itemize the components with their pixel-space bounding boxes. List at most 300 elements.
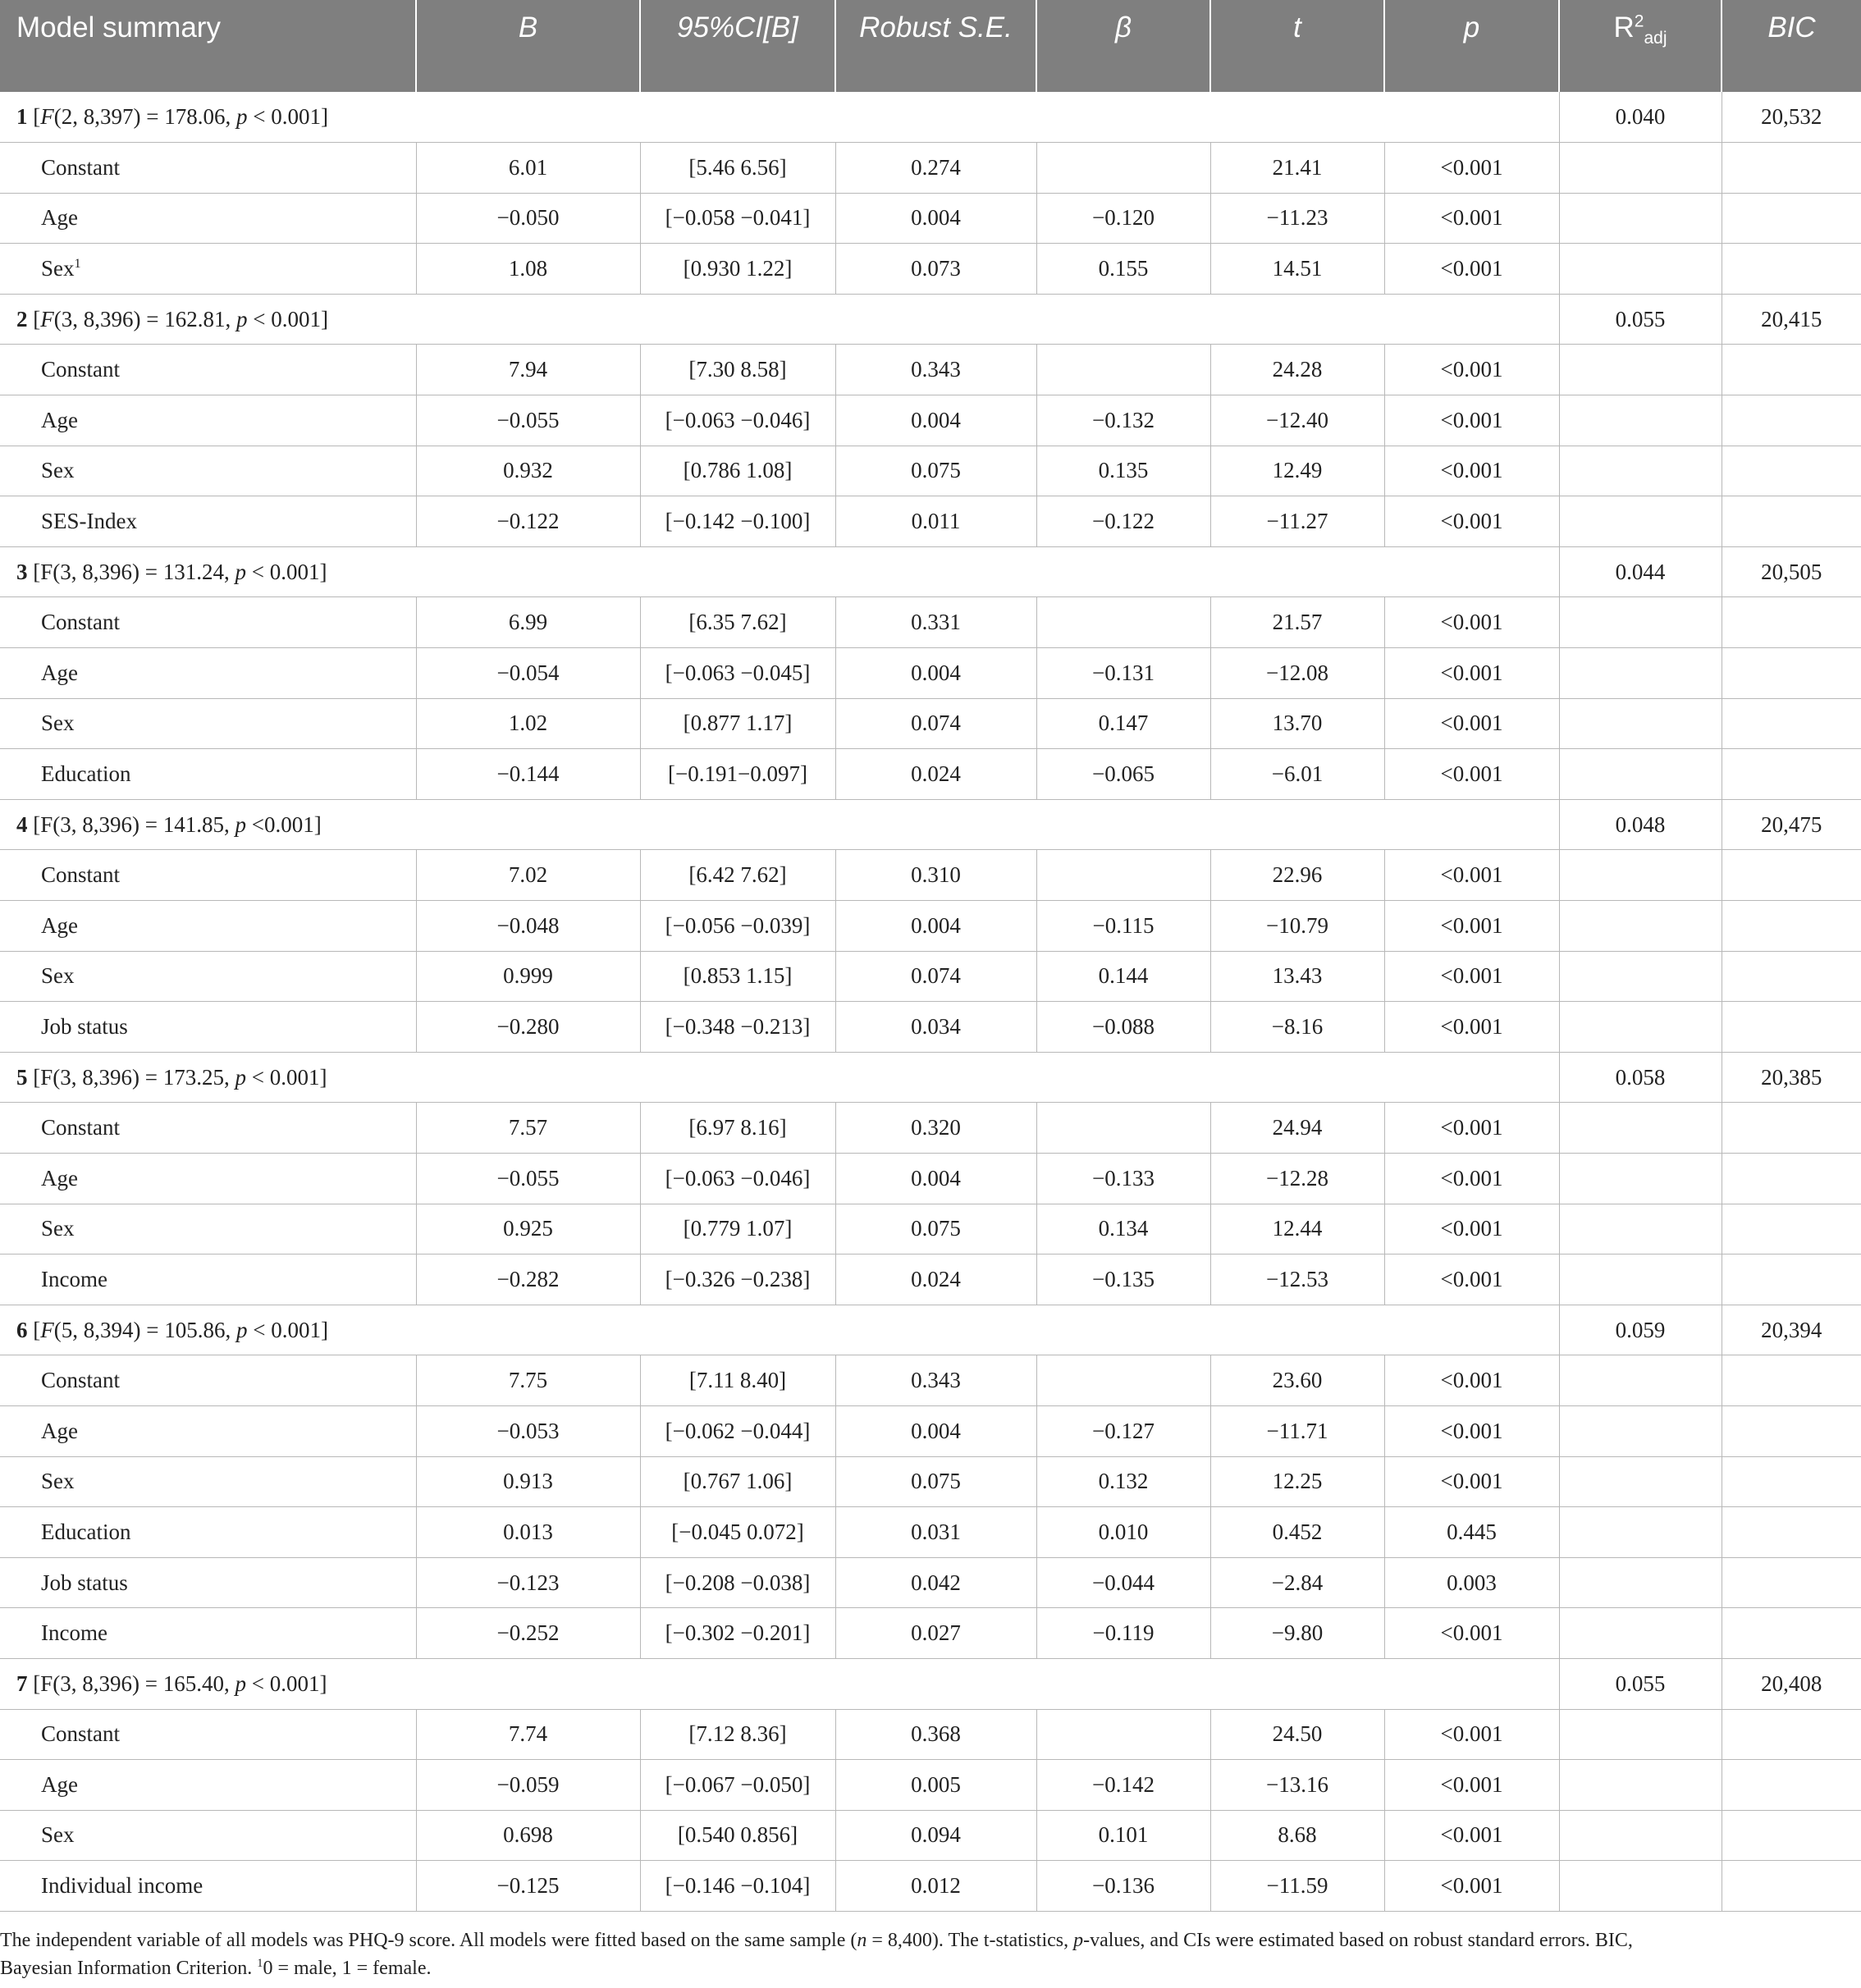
model-stat-post: < 0.001]: [247, 1317, 328, 1342]
predictor-cell: [0, 698, 416, 749]
cell-ci: [−0.326 −0.238]: [640, 1254, 835, 1305]
cell-b: −0.252: [416, 1608, 640, 1659]
cell-se: 0.004: [835, 193, 1036, 244]
cell-b: −0.050: [416, 193, 640, 244]
table-row: [0, 1709, 1861, 1760]
predictor-cell: [0, 143, 416, 194]
model-stat-pre: [F(3, 8,396) = 131.24,: [33, 559, 235, 584]
cell-t: −11.59: [1210, 1861, 1384, 1912]
table-row: [0, 597, 1861, 648]
cell-p: <0.001: [1384, 1204, 1559, 1254]
cell-beta: −0.131: [1036, 648, 1210, 699]
predictor-cell: [0, 749, 416, 800]
model-number: 4: [16, 811, 28, 837]
cell-ci: [6.35 7.62]: [640, 597, 835, 648]
cell-t: 8.68: [1210, 1810, 1384, 1861]
predictor-cell: [0, 1002, 416, 1053]
table-row: [0, 1608, 1861, 1659]
cell-t: 12.25: [1210, 1456, 1384, 1507]
predictor-label: Constant: [41, 862, 121, 888]
cell-beta: 0.010: [1036, 1507, 1210, 1558]
predictor-cell: [0, 1254, 416, 1305]
model-stat-post: <0.001]: [245, 811, 322, 837]
cell-b: 7.74: [416, 1709, 640, 1760]
cell-bic-empty: [1722, 648, 1861, 699]
table-row: [0, 1861, 1861, 1912]
cell-beta: 0.134: [1036, 1204, 1210, 1254]
cell-se: 0.320: [835, 1103, 1036, 1154]
predictor-cell: [0, 446, 416, 496]
cell-r2adj-empty: [1559, 1405, 1722, 1456]
predictor-label: Age: [41, 660, 78, 685]
predictor-cell: [0, 395, 416, 446]
model-summary-cell: [0, 546, 1559, 597]
predictor-label: Age: [41, 912, 78, 938]
model-summary-cell: [0, 1052, 1559, 1103]
cell-b: −0.125: [416, 1861, 640, 1912]
cell-se: 0.004: [835, 1153, 1036, 1204]
predictor-cell: [0, 597, 416, 648]
model-stat-pre: [: [33, 1317, 41, 1342]
table-row: [0, 749, 1861, 800]
cell-t: 21.57: [1210, 597, 1384, 648]
cell-ci: [−0.191−0.097]: [640, 749, 835, 800]
table-row: [0, 901, 1861, 952]
model-bic: 20,408: [1722, 1658, 1861, 1709]
footnote-p: p: [1073, 1930, 1084, 1951]
cell-p: 0.003: [1384, 1557, 1559, 1608]
predictor-label: Constant: [41, 154, 121, 180]
cell-t: 0.452: [1210, 1507, 1384, 1558]
model-stat-post: < 0.001]: [245, 559, 327, 584]
cell-t: 14.51: [1210, 244, 1384, 295]
cell-r2adj-empty: [1559, 1456, 1722, 1507]
table-row: [0, 850, 1861, 901]
predictor-cell: [0, 1204, 416, 1254]
predictor-cell: [0, 850, 416, 901]
cell-p: 0.445: [1384, 1507, 1559, 1558]
model-stat-mid: (5, 8,394) = 105.86,: [53, 1317, 236, 1342]
cell-ci: [−0.348 −0.213]: [640, 1002, 835, 1053]
header-p: p: [1384, 0, 1559, 92]
cell-b: 0.913: [416, 1456, 640, 1507]
model-header-row: [0, 799, 1861, 850]
cell-r2adj-empty: [1559, 1557, 1722, 1608]
cell-se: 0.274: [835, 143, 1036, 194]
predictor-label: Sex: [41, 1216, 75, 1241]
cell-r2adj-empty: [1559, 698, 1722, 749]
model-header-row: [0, 1052, 1861, 1103]
cell-ci: [0.853 1.15]: [640, 951, 835, 1002]
predictor-cell: [0, 345, 416, 395]
cell-t: 12.44: [1210, 1204, 1384, 1254]
cell-b: 1.02: [416, 698, 640, 749]
cell-ci: [7.12 8.36]: [640, 1709, 835, 1760]
model-stat-p: p: [235, 1670, 246, 1696]
cell-r2adj-empty: [1559, 1103, 1722, 1154]
predictor-cell: [0, 244, 416, 295]
predictor-cell: [0, 1405, 416, 1456]
cell-p: <0.001: [1384, 395, 1559, 446]
cell-beta: [1036, 1103, 1210, 1154]
cell-bic-empty: [1722, 1103, 1861, 1154]
cell-p: <0.001: [1384, 244, 1559, 295]
model-number: 1: [16, 104, 28, 130]
model-header-row: [0, 294, 1861, 345]
cell-b: −0.059: [416, 1760, 640, 1811]
cell-ci: [0.779 1.07]: [640, 1204, 835, 1254]
cell-r2adj-empty: [1559, 648, 1722, 699]
model-stat-post: < 0.001]: [247, 306, 328, 331]
cell-ci: [−0.058 −0.041]: [640, 193, 835, 244]
cell-t: −11.27: [1210, 496, 1384, 547]
cell-p: <0.001: [1384, 496, 1559, 547]
predictor-label: Constant: [41, 1115, 121, 1140]
cell-se: 0.042: [835, 1557, 1036, 1608]
predictor-label: Sex: [41, 1822, 75, 1848]
cell-beta: −0.115: [1036, 901, 1210, 952]
model-number: 6: [16, 1317, 28, 1342]
table-row: [0, 1355, 1861, 1406]
model-stat-pre: [F(3, 8,396) = 173.25,: [33, 1064, 235, 1090]
cell-ci: [7.30 8.58]: [640, 345, 835, 395]
cell-ci: [5.46 6.56]: [640, 143, 835, 194]
model-r2adj: 0.040: [1559, 92, 1722, 143]
cell-t: −8.16: [1210, 1002, 1384, 1053]
cell-r2adj-empty: [1559, 850, 1722, 901]
cell-beta: −0.133: [1036, 1153, 1210, 1204]
model-summary-cell: [0, 1658, 1559, 1709]
model-summary-cell: [0, 92, 1559, 143]
cell-t: −9.80: [1210, 1608, 1384, 1659]
cell-p: <0.001: [1384, 901, 1559, 952]
table-row: [0, 345, 1861, 395]
predictor-label: Sex: [41, 256, 75, 281]
cell-beta: −0.120: [1036, 193, 1210, 244]
cell-ci: [−0.063 −0.045]: [640, 648, 835, 699]
cell-beta: −0.119: [1036, 1608, 1210, 1659]
cell-ci: [0.877 1.17]: [640, 698, 835, 749]
table-row: [0, 1002, 1861, 1053]
cell-ci: [−0.208 −0.038]: [640, 1557, 835, 1608]
cell-p: <0.001: [1384, 749, 1559, 800]
model-stat-pre: [F(3, 8,396) = 141.85,: [33, 811, 235, 837]
cell-t: 13.70: [1210, 698, 1384, 749]
cell-b: −0.054: [416, 648, 640, 699]
predictor-label: Job status: [41, 1013, 128, 1039]
cell-p: <0.001: [1384, 648, 1559, 699]
table-row: [0, 1507, 1861, 1558]
predictor-label: Education: [41, 761, 131, 787]
cell-t: −10.79: [1210, 901, 1384, 952]
cell-r2adj-empty: [1559, 1507, 1722, 1558]
cell-p: <0.001: [1384, 1002, 1559, 1053]
header-r2-sup: 2: [1634, 11, 1644, 31]
cell-bic-empty: [1722, 345, 1861, 395]
cell-bic-empty: [1722, 1760, 1861, 1811]
cell-r2adj-empty: [1559, 749, 1722, 800]
cell-ci: [−0.063 −0.046]: [640, 1153, 835, 1204]
cell-b: 0.932: [416, 446, 640, 496]
cell-beta: [1036, 1355, 1210, 1406]
cell-p: <0.001: [1384, 1456, 1559, 1507]
cell-r2adj-empty: [1559, 951, 1722, 1002]
cell-beta: [1036, 850, 1210, 901]
model-bic: 20,385: [1722, 1052, 1861, 1103]
cell-r2adj-empty: [1559, 1254, 1722, 1305]
header-r2adj: [1559, 0, 1722, 92]
cell-b: −0.144: [416, 749, 640, 800]
cell-t: −12.40: [1210, 395, 1384, 446]
predictor-label: Age: [41, 1165, 78, 1191]
model-stat-f: F: [40, 104, 54, 130]
cell-se: 0.024: [835, 749, 1036, 800]
cell-r2adj-empty: [1559, 1002, 1722, 1053]
cell-bic-empty: [1722, 1861, 1861, 1912]
cell-bic-empty: [1722, 951, 1861, 1002]
cell-p: <0.001: [1384, 850, 1559, 901]
predictor-label: Age: [41, 1418, 78, 1443]
cell-r2adj-empty: [1559, 446, 1722, 496]
cell-ci: [−0.062 −0.044]: [640, 1405, 835, 1456]
cell-t: 24.28: [1210, 345, 1384, 395]
cell-t: −12.53: [1210, 1254, 1384, 1305]
cell-se: 0.343: [835, 345, 1036, 395]
cell-bic-empty: [1722, 395, 1861, 446]
cell-r2adj-empty: [1559, 1861, 1722, 1912]
table-row: [0, 1254, 1861, 1305]
cell-r2adj-empty: [1559, 1153, 1722, 1204]
cell-beta: −0.044: [1036, 1557, 1210, 1608]
header-b: B: [416, 0, 640, 92]
cell-p: <0.001: [1384, 951, 1559, 1002]
cell-ci: [−0.142 −0.100]: [640, 496, 835, 547]
predictor-label: Constant: [41, 1368, 121, 1393]
table-row: [0, 193, 1861, 244]
cell-ci: [−0.067 −0.050]: [640, 1760, 835, 1811]
header-r2-label: R: [1613, 11, 1635, 43]
cell-se: 0.073: [835, 244, 1036, 295]
cell-ci: [0.786 1.08]: [640, 446, 835, 496]
cell-r2adj-empty: [1559, 1760, 1722, 1811]
model-r2adj: 0.055: [1559, 1658, 1722, 1709]
cell-t: 24.94: [1210, 1103, 1384, 1154]
table-footnote: [0, 1926, 1690, 1982]
cell-ci: [7.11 8.40]: [640, 1355, 835, 1406]
cell-se: 0.004: [835, 395, 1036, 446]
cell-se: 0.074: [835, 951, 1036, 1002]
cell-b: −0.053: [416, 1405, 640, 1456]
table-row: [0, 143, 1861, 194]
cell-ci: [0.930 1.22]: [640, 244, 835, 295]
predictor-cell: [0, 1861, 416, 1912]
table-row: [0, 1810, 1861, 1861]
cell-beta: 0.144: [1036, 951, 1210, 1002]
predictor-cell: [0, 1709, 416, 1760]
cell-beta: −0.122: [1036, 496, 1210, 547]
cell-p: <0.001: [1384, 1810, 1559, 1861]
cell-beta: 0.132: [1036, 1456, 1210, 1507]
cell-bic-empty: [1722, 597, 1861, 648]
cell-p: <0.001: [1384, 193, 1559, 244]
cell-t: 24.50: [1210, 1709, 1384, 1760]
footnote-part2: = 8,400). The t-statistics,: [866, 1930, 1074, 1951]
model-number: 3: [16, 559, 28, 584]
cell-t: 13.43: [1210, 951, 1384, 1002]
cell-ci: [−0.146 −0.104]: [640, 1861, 835, 1912]
cell-se: 0.075: [835, 1456, 1036, 1507]
cell-se: 0.027: [835, 1608, 1036, 1659]
predictor-label: Sex: [41, 1469, 75, 1494]
model-bic: 20,415: [1722, 294, 1861, 345]
table-row: [0, 1103, 1861, 1154]
cell-p: <0.001: [1384, 1709, 1559, 1760]
cell-ci: [−0.302 −0.201]: [640, 1608, 835, 1659]
model-r2adj: 0.055: [1559, 294, 1722, 345]
cell-t: 21.41: [1210, 143, 1384, 194]
cell-p: <0.001: [1384, 345, 1559, 395]
model-bic: 20,475: [1722, 799, 1861, 850]
cell-b: −0.282: [416, 1254, 640, 1305]
cell-b: 7.02: [416, 850, 640, 901]
footnote-part1: The independent variable of all models was PHQ-9 score. All models were fitted based on the same sample (: [0, 1930, 857, 1951]
predictor-label: Sex: [41, 963, 75, 989]
predictor-label: Job status: [41, 1570, 128, 1595]
cell-b: 0.999: [416, 951, 640, 1002]
cell-se: 0.343: [835, 1355, 1036, 1406]
cell-se: 0.310: [835, 850, 1036, 901]
table-row: [0, 395, 1861, 446]
model-stat-f: F: [40, 306, 54, 331]
cell-beta: [1036, 345, 1210, 395]
cell-beta: 0.101: [1036, 1810, 1210, 1861]
cell-ci: [6.42 7.62]: [640, 850, 835, 901]
table-row: [0, 1760, 1861, 1811]
cell-beta: [1036, 143, 1210, 194]
cell-bic-empty: [1722, 1608, 1861, 1659]
header-t: t: [1210, 0, 1384, 92]
table-row: [0, 1405, 1861, 1456]
cell-beta: −0.127: [1036, 1405, 1210, 1456]
cell-r2adj-empty: [1559, 143, 1722, 194]
predictor-label: Constant: [41, 357, 121, 382]
cell-bic-empty: [1722, 901, 1861, 952]
model-stat-pre: [: [33, 104, 41, 130]
cell-t: −11.23: [1210, 193, 1384, 244]
cell-se: 0.075: [835, 1204, 1036, 1254]
model-stat-p: p: [235, 104, 248, 130]
cell-bic-empty: [1722, 143, 1861, 194]
table-row: [0, 1456, 1861, 1507]
cell-bic-empty: [1722, 1456, 1861, 1507]
model-number: 2: [16, 306, 28, 331]
cell-se: 0.024: [835, 1254, 1036, 1305]
cell-r2adj-empty: [1559, 1709, 1722, 1760]
cell-r2adj-empty: [1559, 1608, 1722, 1659]
table-row: [0, 1557, 1861, 1608]
model-summary-cell: [0, 799, 1559, 850]
cell-se: 0.074: [835, 698, 1036, 749]
cell-t: −13.16: [1210, 1760, 1384, 1811]
cell-bic-empty: [1722, 1810, 1861, 1861]
model-summary-cell: [0, 1305, 1559, 1355]
cell-t: 23.60: [1210, 1355, 1384, 1406]
cell-p: <0.001: [1384, 1405, 1559, 1456]
cell-ci: [−0.045 0.072]: [640, 1507, 835, 1558]
cell-beta: 0.155: [1036, 244, 1210, 295]
table-row: [0, 244, 1861, 295]
cell-beta: −0.136: [1036, 1861, 1210, 1912]
cell-beta: −0.132: [1036, 395, 1210, 446]
cell-beta: −0.088: [1036, 1002, 1210, 1053]
cell-p: <0.001: [1384, 446, 1559, 496]
cell-se: 0.005: [835, 1760, 1036, 1811]
model-stat-p: p: [235, 559, 246, 584]
predictor-label: Constant: [41, 610, 121, 635]
predictor-cell: [0, 648, 416, 699]
model-stat-post: < 0.001]: [245, 1670, 327, 1696]
cell-r2adj-empty: [1559, 345, 1722, 395]
model-stat-pre: [: [33, 306, 41, 331]
cell-p: <0.001: [1384, 1861, 1559, 1912]
model-header-row: [0, 1658, 1861, 1709]
cell-p: <0.001: [1384, 1254, 1559, 1305]
cell-bic-empty: [1722, 1557, 1861, 1608]
model-stat-p: p: [235, 306, 248, 331]
cell-r2adj-empty: [1559, 395, 1722, 446]
model-stat-post: < 0.001]: [247, 104, 328, 130]
table-row: [0, 1153, 1861, 1204]
cell-r2adj-empty: [1559, 244, 1722, 295]
cell-b: 7.94: [416, 345, 640, 395]
cell-bic-empty: [1722, 496, 1861, 547]
cell-bic-empty: [1722, 1254, 1861, 1305]
cell-bic-empty: [1722, 1507, 1861, 1558]
model-stat-f: F: [40, 1317, 54, 1342]
predictor-label: Age: [41, 1771, 78, 1797]
predictor-label: Individual income: [41, 1873, 203, 1899]
predictor-label: Age: [41, 407, 78, 432]
cell-beta: 0.135: [1036, 446, 1210, 496]
predictor-cell: [0, 1608, 416, 1659]
cell-p: <0.001: [1384, 143, 1559, 194]
table-row: [0, 698, 1861, 749]
cell-se: 0.004: [835, 901, 1036, 952]
table-row: [0, 1204, 1861, 1254]
model-stat-pre: [F(3, 8,396) = 165.40,: [33, 1670, 235, 1696]
cell-bic-empty: [1722, 850, 1861, 901]
model-r2adj: 0.058: [1559, 1052, 1722, 1103]
header-bic: BIC: [1722, 0, 1861, 92]
cell-b: −0.123: [416, 1557, 640, 1608]
cell-t: −11.71: [1210, 1405, 1384, 1456]
header-ci: 95%CI[B]: [640, 0, 835, 92]
predictor-cell: [0, 1103, 416, 1154]
cell-se: 0.034: [835, 1002, 1036, 1053]
cell-r2adj-empty: [1559, 496, 1722, 547]
cell-se: 0.012: [835, 1861, 1036, 1912]
table-body: [0, 92, 1861, 1911]
model-number: 5: [16, 1064, 28, 1090]
table-row: [0, 496, 1861, 547]
cell-b: 0.013: [416, 1507, 640, 1558]
predictor-cell: [0, 193, 416, 244]
predictor-label: Education: [41, 1519, 131, 1544]
cell-t: 12.49: [1210, 446, 1384, 496]
cell-ci: [0.540 0.856]: [640, 1810, 835, 1861]
cell-se: 0.075: [835, 446, 1036, 496]
cell-ci: [6.97 8.16]: [640, 1103, 835, 1154]
